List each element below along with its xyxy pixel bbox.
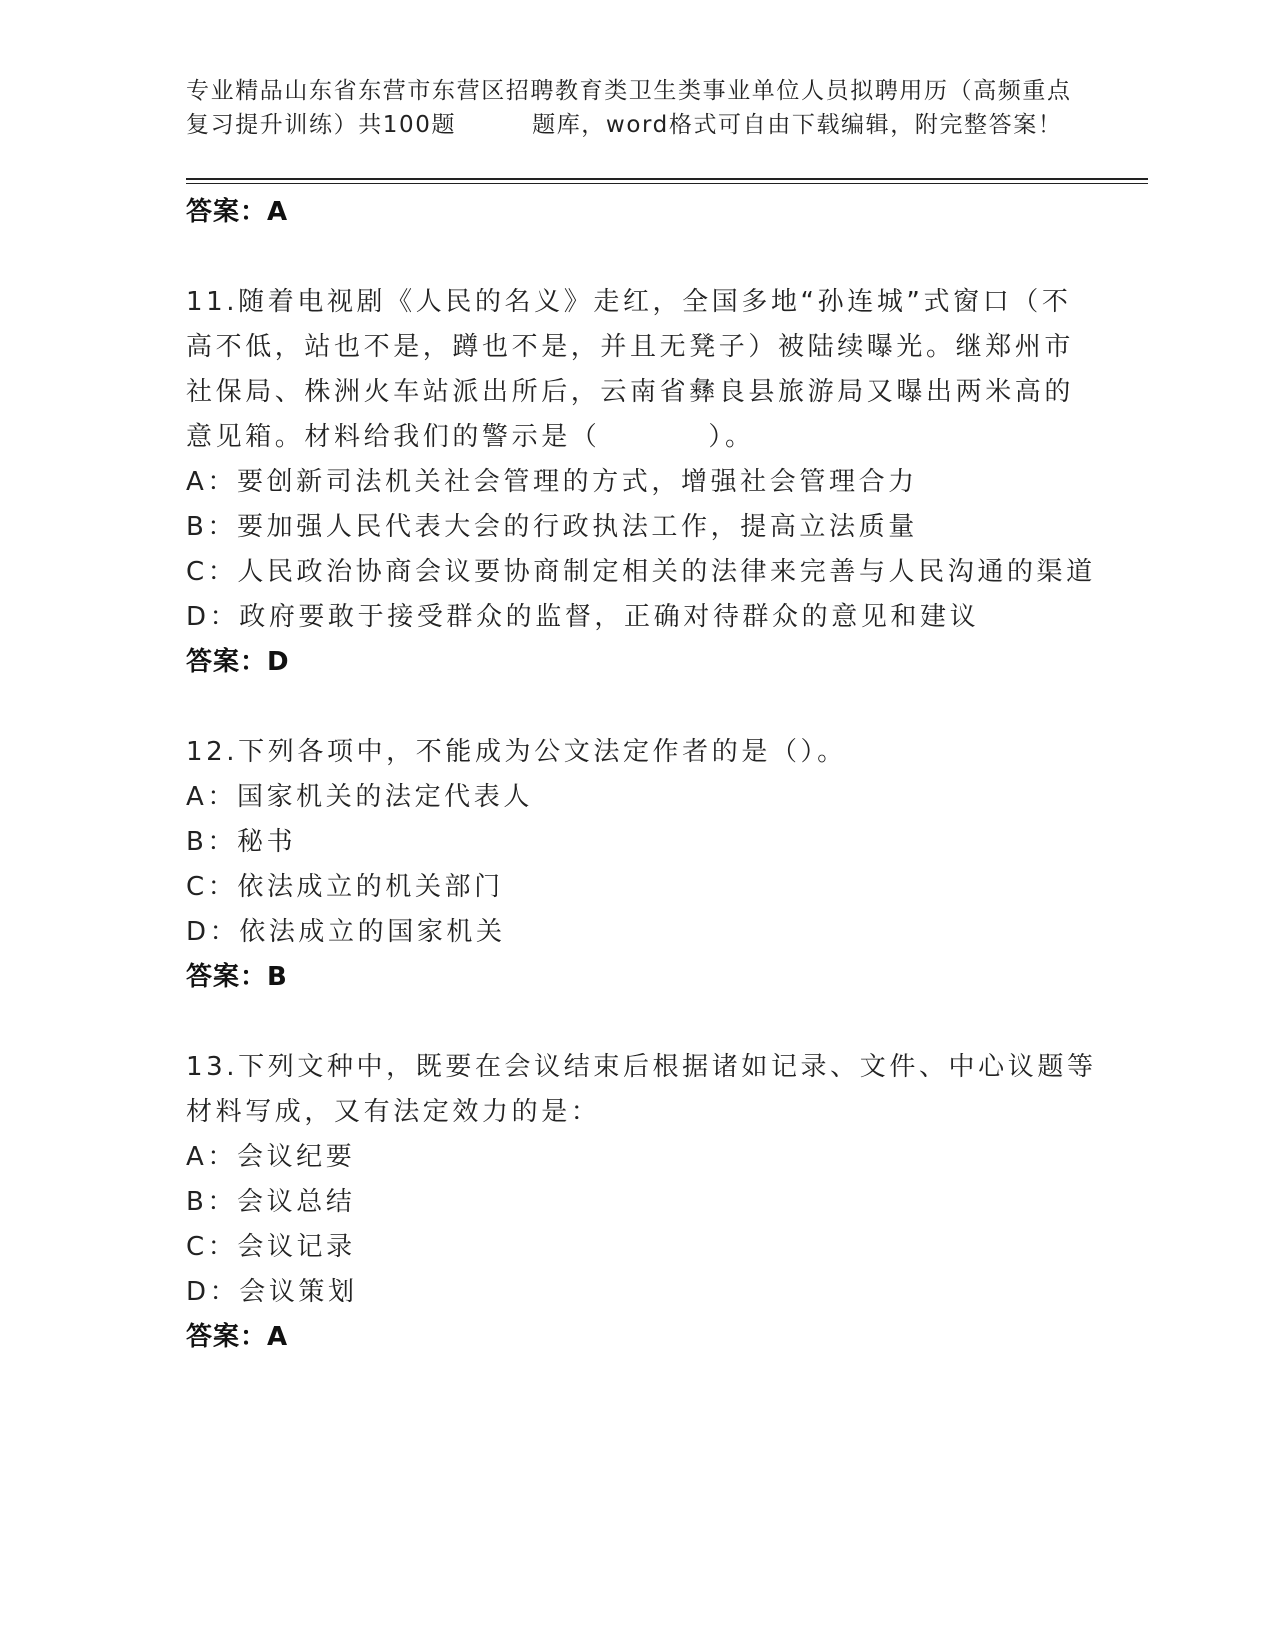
option-a: A：会议纪要 [186,1142,356,1172]
option-b: B：秘书 [186,827,297,857]
stem-line [186,415,1086,460]
question-stem [186,280,1086,460]
option-b: B：要加强人民代表大会的行政执法工作，提高立法质量 [186,512,918,542]
answer-key: 答案：A [186,1322,289,1352]
header-divider-thin [186,183,1148,184]
question-stem [186,1045,1097,1135]
question-12 [186,730,1086,999]
option-a: A：国家机关的法定代表人 [186,782,533,812]
stem-line: 13.下列文种中，既要在会议结束后根据诸如记录、文件、中心议题等 [186,1052,1097,1082]
option-c: C：依法成立的机关部门 [186,872,504,902]
header-title-line-1: 专业精品山东省东营市东营区招聘教育类卫生类事业单位人员拟聘用历（高频重点 [186,78,1072,104]
stem-line: 12.下列各项中，不能成为公文法定作者的是（）。 [186,737,847,767]
previous-question-answer: 答案：A [186,197,289,227]
option-d: D：政府要敢于接受群众的监督，正确对待群众的意见和建议 [186,602,980,632]
option-a: A：要创新司法机关社会管理的方式，增强社会管理合力 [186,467,918,497]
option-c: C：会议记录 [186,1232,356,1262]
stem-line: 材料写成，又有法定效力的是： [186,1097,601,1127]
option-c: C：人民政治协商会议要协商制定相关的法律来完善与人民沟通的渠道 [186,557,1096,587]
stem-text-before-blank: 意见箱。材料给我们的警示是（ [186,422,601,452]
page-header [186,74,1086,142]
answer-key: 答案：B [186,962,288,992]
question-13 [186,1045,1097,1359]
header-title-line-2-right: 题库，word格式可自由下载编辑，附完整答案！ [532,112,1063,138]
option-d: D：会议策划 [186,1277,358,1307]
document-body [186,190,1097,1359]
question-stem [186,730,1086,775]
stem-line: 高不低，站也不是，蹲也不是，并且无凳子）被陆续曝光。继郑州市 [186,332,1075,362]
option-d: D：依法成立的国家机关 [186,917,506,947]
question-11 [186,280,1096,684]
stem-text-after-blank: ）。 [708,422,755,452]
answer-key: 答案：D [186,647,290,677]
header-title-line-2 [186,108,1086,142]
header-divider-thick [186,178,1148,180]
option-b: B：会议总结 [186,1187,356,1217]
header-title-line-2-left: 复习提升训练）共100题 [186,112,457,138]
stem-line: 社保局、株洲火车站派出所后，云南省彝良县旅游局又曝出两米高的 [186,377,1075,407]
stem-line: 11.随着电视剧《人民的名义》走红，全国多地“孙连城”式窗口（不 [186,287,1072,317]
